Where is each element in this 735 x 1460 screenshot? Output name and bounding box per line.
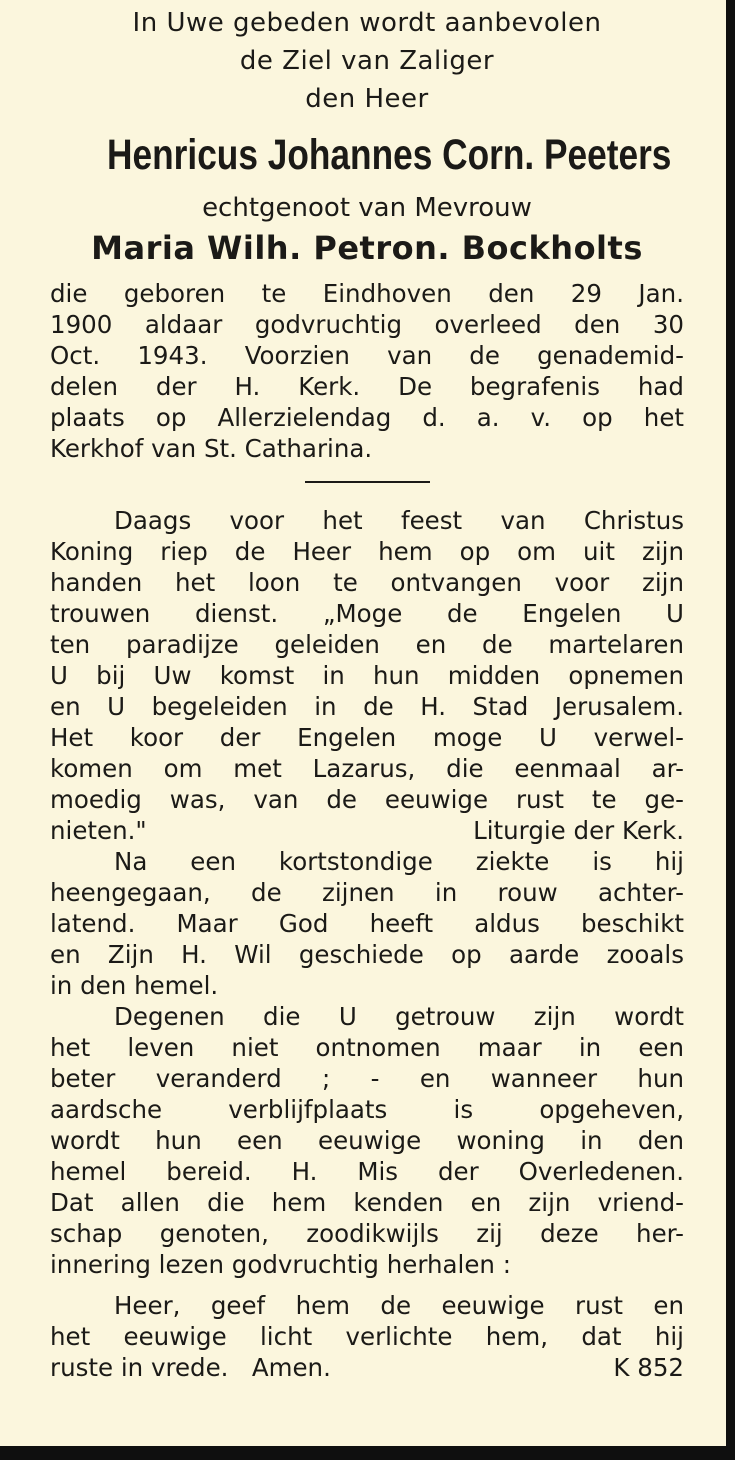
prayer-line: aardsche verblijfplaats is opgeheven, (50, 1095, 684, 1124)
prayer-line: beter veranderd ; - en wanneer hun (50, 1064, 684, 1093)
final-prayer (50, 1290, 684, 1383)
card-content (50, 4, 684, 1383)
prayer-line: in den hemel. (50, 971, 219, 1000)
prayer-line: wordt hun een eeuwige woning in den (50, 1126, 684, 1155)
prayer-line: Koning riep de Heer hem op om uit zijn (50, 537, 684, 566)
liturgy-source: Liturgie der Kerk. (473, 816, 684, 845)
prayer-paragraph-2 (50, 846, 684, 1001)
prayer-line: hemel bereid. H. Mis der Overledenen. (50, 1157, 684, 1186)
header-line-3: den Heer (305, 84, 429, 114)
prayer-line: ten paradijze geleiden en de martelaren (50, 630, 684, 659)
prayer-line: handen het loon te ontvangen voor zijn (50, 568, 684, 597)
scan-edge-bottom (0, 1446, 735, 1460)
prayer-line: Daags voor het feest van Christus (114, 506, 684, 535)
divider-rule (305, 481, 430, 483)
prayer-paragraph-1 (50, 505, 684, 846)
prayer-line: heengegaan, de zijnen in rouw achter- (50, 878, 684, 907)
bio-paragraph (50, 278, 684, 464)
bio-line: plaats op Allerzielendag d. a. v. op het (50, 403, 684, 432)
bio-line: 1900 aldaar godvruchtig overleed den 30 (50, 310, 684, 339)
prayer-line: Na een kortstondige ziekte is hij (114, 847, 684, 876)
prayer-line: Het koor der Engelen moge U verwel- (50, 723, 684, 752)
prayer-line: U bij Uw komst in hun midden opnemen (50, 661, 684, 690)
prayer-line: Degenen die U getrouw zijn wordt (114, 1002, 684, 1031)
bio-line: die geboren te Eindhoven den 29 Jan. (50, 279, 684, 308)
prayer-line: moedig was, van de eeuwige rust te ge- (50, 785, 684, 814)
prayer-line: komen om met Lazarus, die eenmaal ar- (50, 754, 684, 783)
bio-line: delen der H. Kerk. De begrafenis had (50, 372, 684, 401)
header-line-2: de Ziel van Zaliger (239, 46, 495, 76)
final-prayer-closing (50, 1352, 684, 1383)
prayer-line: innering lezen godvruchtig herhalen : (50, 1250, 511, 1279)
prayer-line: en U begeleiden in de H. Stad Jerusalem. (50, 692, 684, 721)
spouse-name: Maria Wilh. Petron. Bockholts (91, 229, 643, 267)
bio-line: Kerkhof van St. Catharina. (50, 434, 373, 463)
deceased-name: Henricus Johannes Corn. Peeters (107, 131, 672, 179)
prayer-line-end: nieten." (50, 816, 147, 845)
prayer-line: en Zijn H. Wil geschiede op aarde zooals (50, 940, 684, 969)
bio-line: Oct. 1943. Voorzien van de genademid- (50, 341, 684, 370)
final-prayer-line: Heer, geef hem de eeuwige rust en (114, 1291, 684, 1320)
prayer-line: het leven niet ontnomen maar in een (50, 1033, 684, 1062)
spouse-intro: echtgenoot van Mevrouw (202, 193, 532, 223)
scan-edge-right (726, 0, 735, 1460)
prayer-line: Dat allen die hem kenden en zijn vriend- (50, 1188, 684, 1217)
prayer-line: schap genoten, zoodikwijls zij deze her- (50, 1219, 684, 1248)
header-line-1: In Uwe gebeden wordt aanbevolen (132, 8, 602, 38)
final-prayer-line: het eeuwige licht verlichte hem, dat hij (50, 1322, 684, 1351)
prayer-line: latend. Maar God heeft aldus beschikt (50, 909, 684, 938)
amen-line: ruste in vrede. Amen. (50, 1353, 331, 1382)
prayer-closing-line (50, 815, 684, 846)
prayer-paragraph-3 (50, 1001, 684, 1280)
card-code: K 852 (613, 1353, 684, 1382)
prayer-line: trouwen dienst. „Moge de Engelen U (50, 599, 684, 628)
